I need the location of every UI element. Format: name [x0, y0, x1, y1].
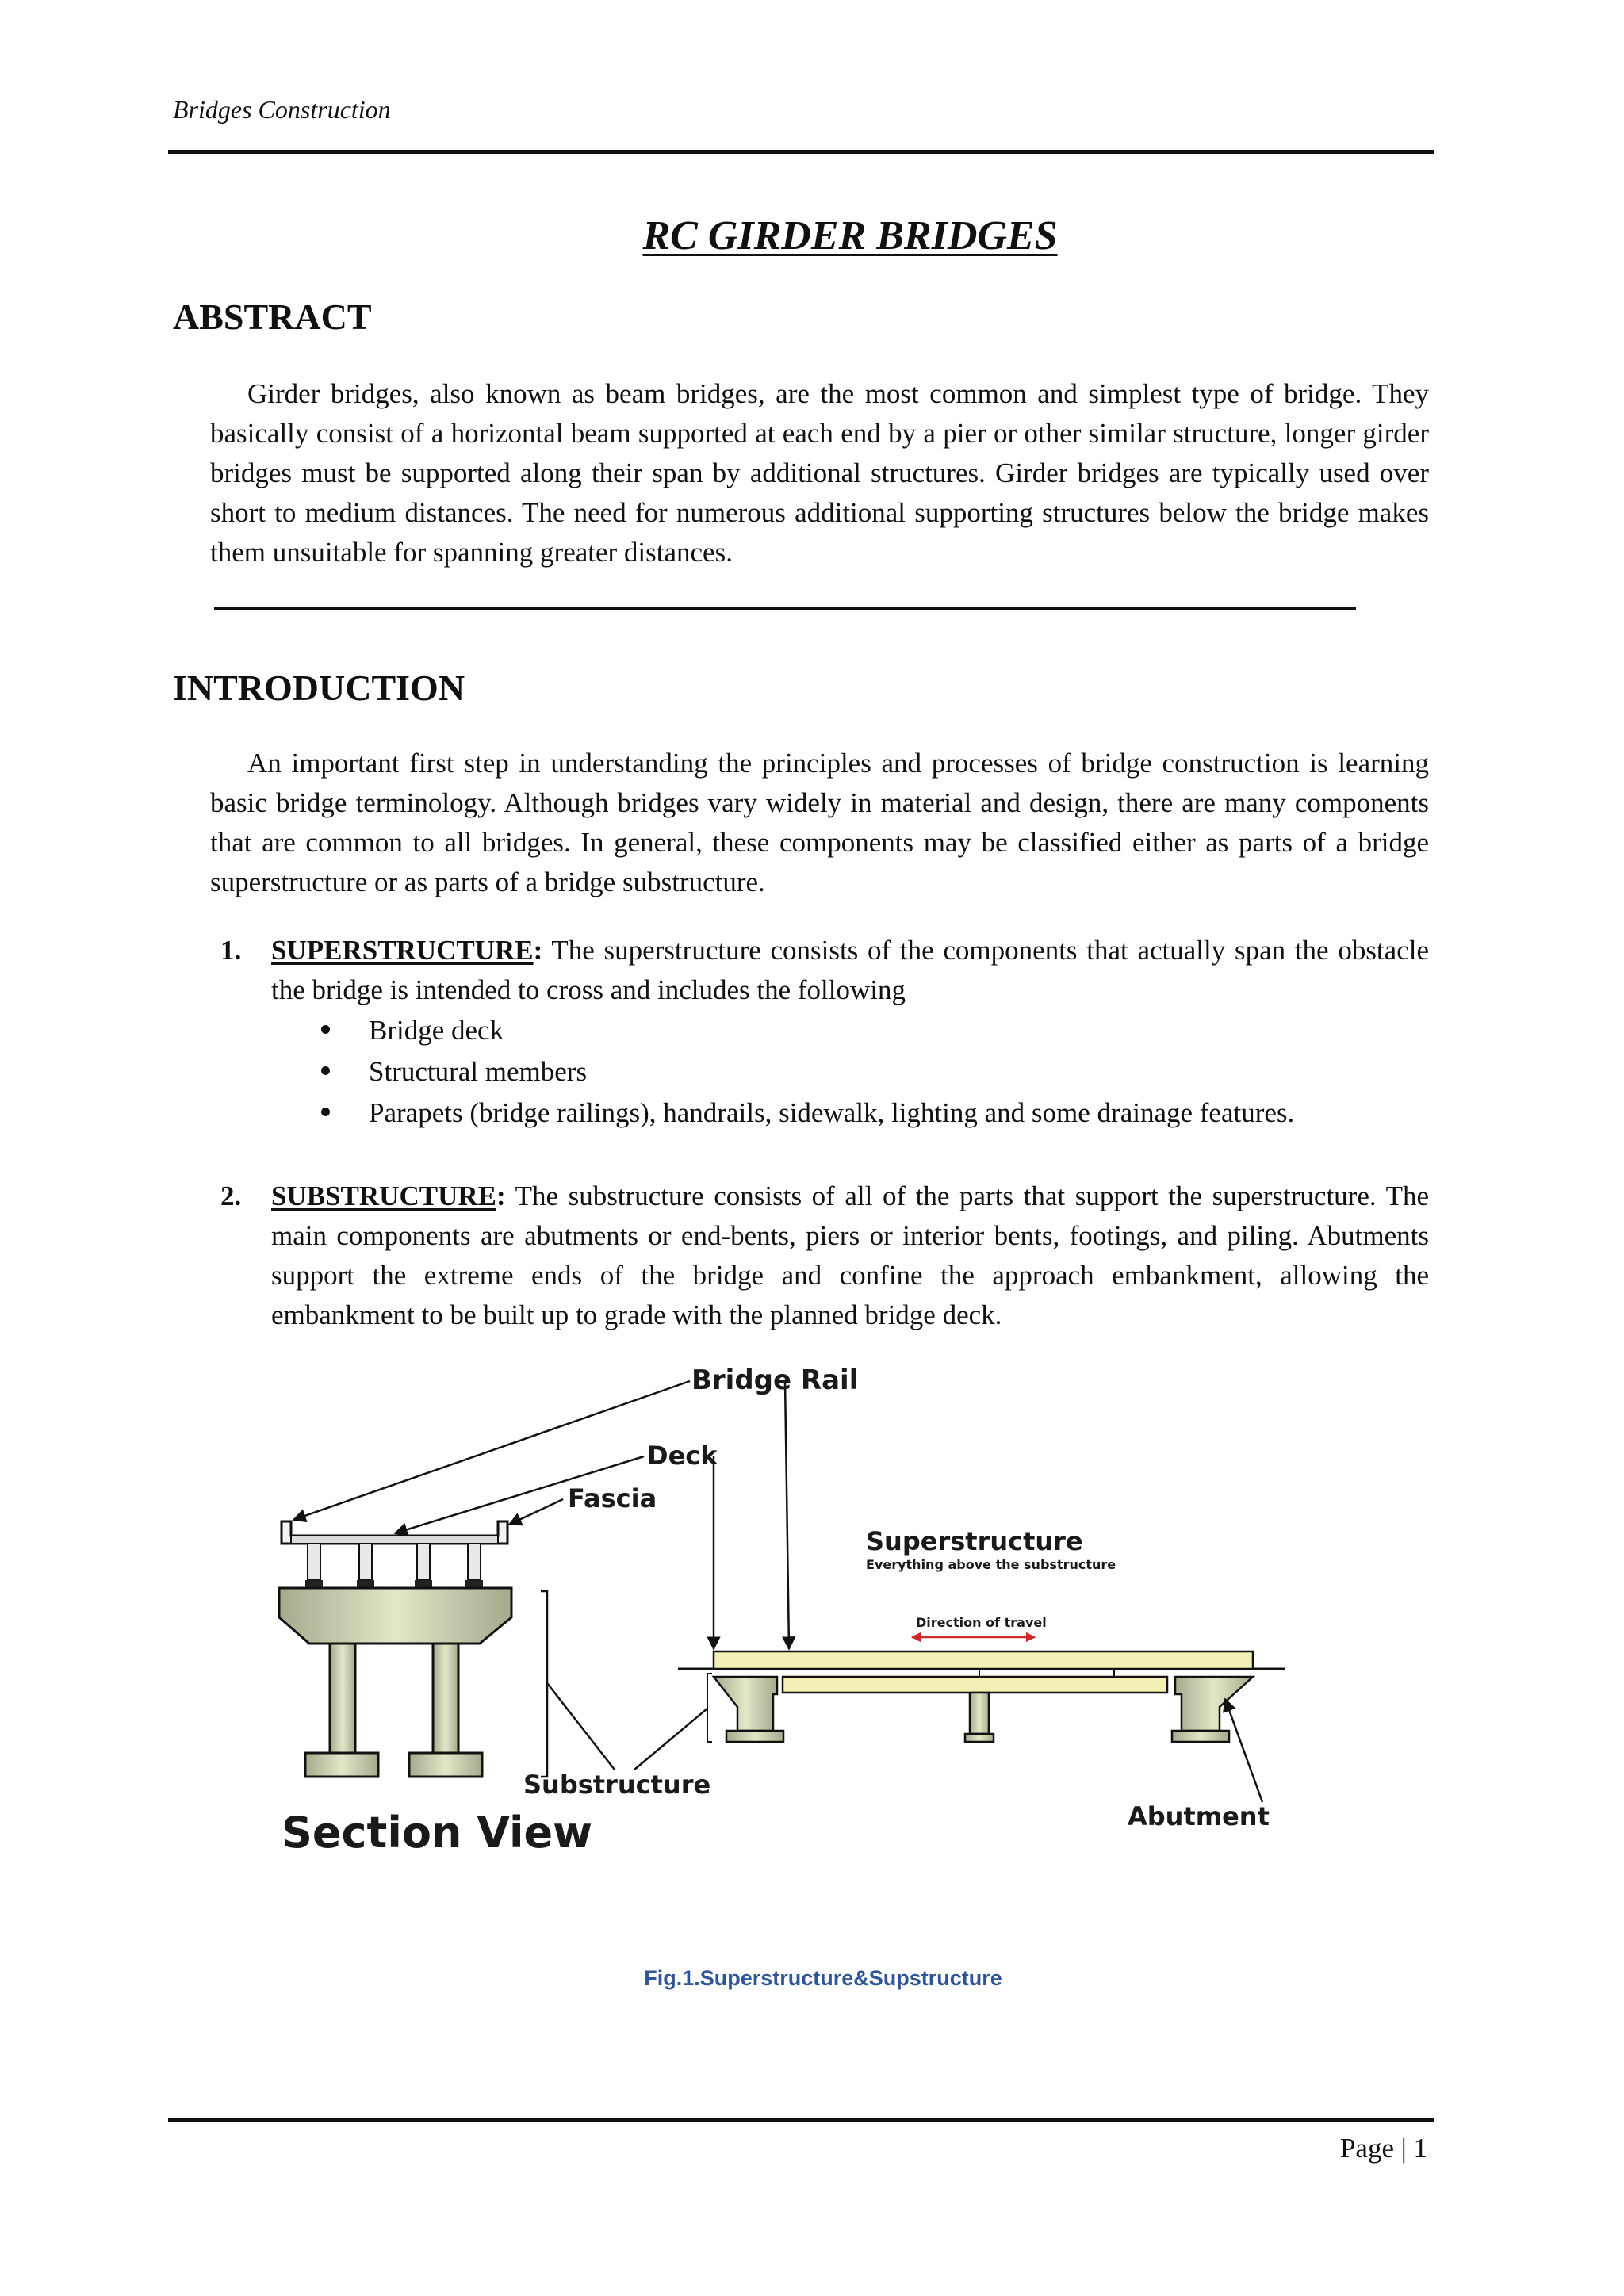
introduction-paragraph: An important first step in understanding the principles and processes of bridge construction is learning basic bridge terminology. Although bridges vary widely in material and design, there are many components that are common to all bridges. In general, these components may be classified either as parts of a bridge superstructure or as parts of a bridge substructure. [210, 748, 1429, 897]
bullet-dot-icon [321, 1108, 330, 1116]
label-deck: Deck [647, 1441, 718, 1471]
bullet-dot-icon [321, 1025, 330, 1034]
figure-caption-text: Fig.1.Superstructure&Supstructure [644, 1966, 1002, 1990]
label-abutment: Abutment [1128, 1801, 1270, 1831]
page-number: Page | 1 [1339, 2133, 1427, 2164]
bullet-item [317, 1093, 1294, 1134]
label-fascia: Fascia [568, 1483, 657, 1513]
footer-rule [168, 2118, 1434, 2122]
abstract-heading: ABSTRACT [173, 297, 372, 337]
label-section-view: Section View [282, 1808, 593, 1858]
term-colon: : [496, 1181, 506, 1211]
bullet-text: Bridge deck [369, 1015, 504, 1046]
bullet-text: Parapets (bridge railings), handrails, sidewalk, lighting and some drainage features. [369, 1097, 1295, 1128]
list-number: 2. [220, 1181, 242, 1211]
label-substructure: Substructure [523, 1770, 711, 1800]
abstract-paragraph: Girder bridges, also known as beam bridges, are the most common and simplest type of bridge. They basically consist of a horizontal beam supported at each end by a pier or other similar structure, longer girder bridges must be supported along their span by additional structures. Girder bridges are typically used over short to medium distances. The need for numerous additional supporting structures below the bridge makes them unsuitable for spanning greater distances. [210, 378, 1429, 568]
list-item-substructure [220, 1177, 1429, 1335]
header-rule [168, 150, 1434, 154]
document-title [0, 212, 1624, 259]
elevation-view [678, 1637, 1285, 1742]
section-separator [214, 607, 1356, 610]
cross-section [279, 1521, 547, 1777]
label-superstructure-note: Everything above the substructure [866, 1557, 1116, 1572]
bridge-section-diagram [262, 1352, 1308, 1875]
running-header: Bridges Construction [173, 95, 391, 124]
superstructure-bullet-list [317, 1010, 1294, 1134]
label-direction-of-travel: Direction of travel [916, 1615, 1047, 1630]
introduction-heading: INTRODUCTION [173, 668, 465, 708]
figure-caption [0, 1966, 1624, 1991]
bullet-text: Structural members [369, 1056, 588, 1087]
label-bridge-rail: Bridge Rail [691, 1364, 859, 1396]
bullet-item [317, 1051, 1294, 1093]
list-item-superstructure [220, 931, 1429, 1010]
term-colon: : [533, 935, 543, 966]
term-superstructure: SUPERSTRUCTURE [271, 935, 534, 966]
label-superstructure: Superstructure [866, 1526, 1083, 1556]
substructure-description: The substructure consists of all of the parts that support the superstructure. The main components are abutments or end-bents, piers or interior bents, footings, and piling. Abutments support the extreme ends of the bridge and confine the approach embankment, allowing the embankment to be built up to grade with the planned bridge deck. [271, 1181, 1429, 1330]
bullet-item [317, 1010, 1294, 1051]
document-title-text: RC GIRDER BRIDGES [642, 213, 1058, 258]
bullet-dot-icon [321, 1066, 330, 1075]
list-number: 1. [220, 935, 242, 966]
term-substructure: SUBSTRUCTURE [271, 1181, 496, 1211]
superstructure-description: The superstructure consists of the components that actually span the obstacle the bridge is intended to cross and includes the following [271, 935, 1429, 1005]
